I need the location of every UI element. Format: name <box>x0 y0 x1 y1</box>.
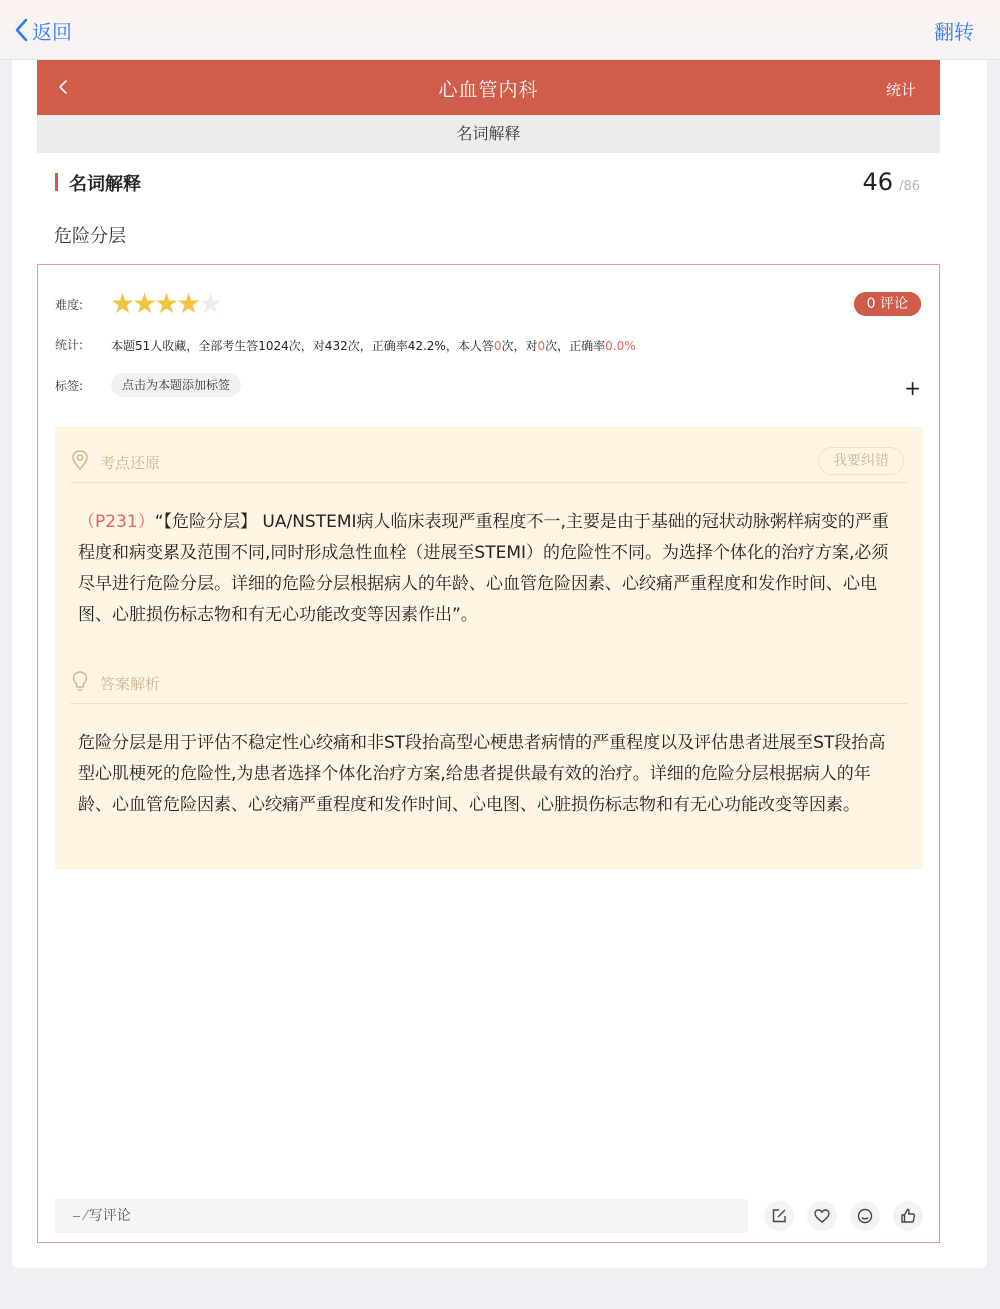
subheader-title: 名词解释 <box>37 115 940 153</box>
analysis-text: 危险分层是用于评估不稳定性心绞痛和非ST段抬高型心梗患者病情的严重程度以及评估患者进展至ST段抬高型心肌梗死的危险性,为患者选择个体化治疗方案,给患者提供最有效的治疗。详细的危险分层根据病人的年龄、心血管危险因素、心绞痛严重程度和发作时间、心电图、心脏损伤标志物和有无心功能改变等因素。 <box>78 733 886 815</box>
back-button[interactable] <box>14 14 72 46</box>
my-correct-rate: 0.0% <box>605 339 636 353</box>
top-nav-bar <box>0 0 1000 60</box>
smile-icon[interactable] <box>850 1201 880 1231</box>
my-answer-count: 0 <box>493 339 502 353</box>
write-comment-input[interactable] <box>55 1199 748 1233</box>
answer-panel <box>37 264 940 1243</box>
star-filled-icon: ★ <box>176 287 202 320</box>
header-title: 心血管内科 <box>438 79 539 101</box>
thumbs-up-icon[interactable] <box>893 1201 923 1231</box>
analysis-section-header <box>70 660 908 704</box>
stats-text-part: 本题51人收藏，全部考生答1024次，对432次，正确率42.2%，本人答 <box>111 339 494 353</box>
current-index: 46 <box>862 168 894 196</box>
location-pin-icon <box>70 449 90 471</box>
stats-text-part: 次，对 <box>501 339 538 353</box>
lightbulb-icon <box>70 670 90 694</box>
page-reference: （P231） <box>78 512 155 532</box>
edit-icon[interactable] <box>764 1201 794 1231</box>
heart-icon[interactable] <box>807 1201 837 1231</box>
analysis-title: 答案解析 <box>100 675 161 693</box>
my-correct-count: 0 <box>537 339 546 353</box>
stats-text <box>111 337 636 354</box>
explanation-block <box>55 427 923 869</box>
star-filled-icon: ★ <box>110 287 136 320</box>
source-paragraph <box>78 507 898 631</box>
source-title: 考点还原 <box>100 454 161 472</box>
comment-count-label: 0 评论 <box>866 296 908 312</box>
pen-icon: ⎯ ⁄ <box>73 1208 87 1224</box>
difficulty-rating <box>110 287 224 320</box>
question-type: 名词解释 <box>55 170 141 196</box>
question-counter <box>863 168 920 196</box>
source-section-header <box>70 439 908 483</box>
write-comment-label: 写评论 <box>88 1208 131 1224</box>
flip-button[interactable]: 翻转 <box>934 20 974 44</box>
star-empty-icon: ★ <box>198 287 224 320</box>
action-icons <box>751 1201 923 1231</box>
tags-label: 标签: <box>55 379 84 393</box>
stats-label: 统计: <box>55 338 84 352</box>
comment-bar <box>55 1199 923 1235</box>
plus-icon[interactable]: + <box>904 376 921 400</box>
source-text: “【危险分层】 UA/NSTEMI病人临床表现严重程度不一,主要是由于基础的冠状动脉粥样病变的严重程度和病变累及范围不同,同时形成急性血栓（进展至STEMI）的危险性不同。为选择个体化的治疗方案,必须尽早进行危险分层。详细的危险分层根据病人的年龄、心血管危险因素、心绞痛严重程度和发作时间、心电图、心脏损伤标志物和有无心功能改变等因素作出”。 <box>78 512 889 625</box>
section-header <box>37 60 940 115</box>
star-filled-icon: ★ <box>132 287 158 320</box>
report-error-button[interactable]: 我要纠错 <box>818 447 904 475</box>
total-count: /86 <box>899 179 920 194</box>
comment-count-button[interactable] <box>854 292 921 316</box>
star-filled-icon: ★ <box>154 287 180 320</box>
back-label: 返回 <box>32 19 72 44</box>
difficulty-label: 难度: <box>55 298 84 312</box>
add-tag-button[interactable]: 点击为本题添加标签 <box>111 373 241 397</box>
stats-text-part: 次，正确率 <box>545 339 606 353</box>
stats-button[interactable]: 统计 <box>885 81 916 99</box>
chevron-left-icon <box>14 18 28 42</box>
question-text: 危险分层 <box>54 226 126 247</box>
